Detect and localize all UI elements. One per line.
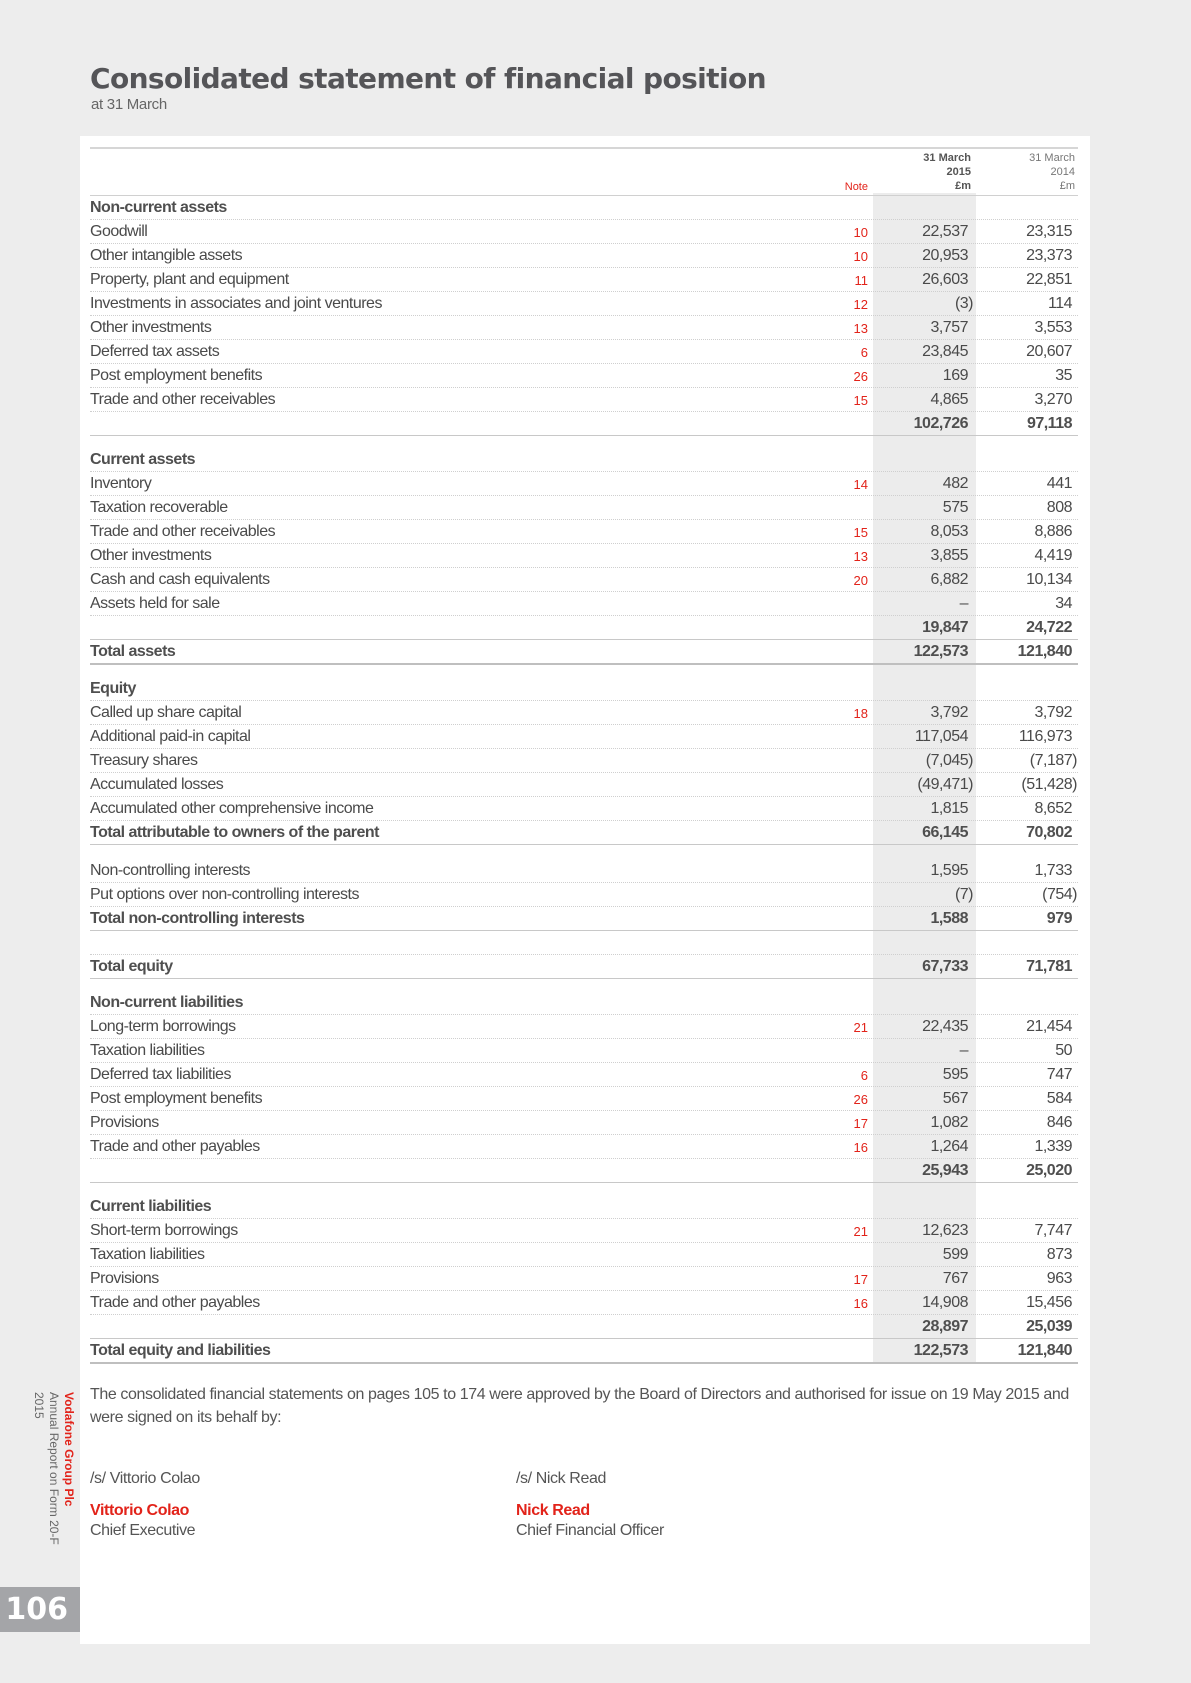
note-ref: 10 [853, 249, 868, 264]
row-label: Inventory [90, 475, 152, 492]
row-label: Investments in associates and joint ventures [90, 295, 382, 312]
row-label: Additional paid-in capital [90, 728, 251, 745]
header-2015-line3: £m [955, 180, 971, 192]
table-row [90, 1087, 1078, 1111]
row-label: Goodwill [90, 223, 148, 240]
table-row [90, 1243, 1078, 1267]
total-nci-row [90, 907, 1078, 931]
note-ref: 12 [853, 297, 868, 312]
signatory-name: Vittorio Colao [90, 1502, 189, 1519]
value-2014: 50 [1055, 1042, 1072, 1059]
row-label: Trade and other receivables [90, 523, 276, 540]
value-2015: 595 [942, 1066, 968, 1083]
note-ref: 16 [853, 1296, 868, 1311]
value-2014: 4,419 [1034, 547, 1072, 564]
header-2014-line1: 31 March [1029, 152, 1075, 164]
header-2014-line3: £m [1059, 180, 1075, 192]
header-2015-line2: 2015 [946, 166, 971, 178]
section-label: Non-current assets [90, 199, 227, 216]
value-2014: 3,270 [1034, 391, 1072, 408]
value-2015: 1,595 [930, 862, 968, 879]
subtotal-row [90, 412, 1078, 436]
value-2014: 22,851 [1026, 271, 1072, 288]
row-label: Other investments [90, 319, 212, 336]
value-2015: 22,537 [922, 223, 968, 240]
table-row [90, 1291, 1078, 1315]
total-2015: 122,573 [913, 643, 968, 660]
empty-row [90, 931, 1078, 955]
value-2015: – [959, 1042, 968, 1059]
value-2015: 23,845 [922, 343, 968, 360]
subtotal-row [90, 616, 1078, 640]
note-ref: 21 [853, 1020, 868, 1035]
note-ref: 11 [854, 273, 868, 288]
section-heading [90, 196, 1078, 220]
note-ref: 6 [860, 345, 868, 360]
value-2015: 20,953 [922, 247, 968, 264]
note-ref: 13 [853, 549, 868, 564]
value-2014: 23,315 [1026, 223, 1072, 240]
subtotal-2015: 25,943 [922, 1162, 968, 1179]
value-2015: 26,603 [922, 271, 968, 288]
row-label: Non-controlling interests [90, 862, 251, 879]
table-row [90, 701, 1078, 725]
value-2014: 116,973 [1018, 728, 1072, 745]
row-label: Post employment benefits [90, 1090, 263, 1107]
report-name: Annual Report on Form 20-F 2015 [32, 1392, 61, 1545]
total-2014: 71,781 [1026, 958, 1072, 975]
table-row [90, 364, 1078, 388]
subtotal-2014: 97,118 [1026, 415, 1072, 432]
value-2015: 1,082 [930, 1114, 968, 1131]
row-label: Total attributable to owners of the parent [90, 824, 379, 841]
table-row [90, 883, 1078, 907]
subtotal-row [90, 1159, 1078, 1183]
signatory-role: Chief Financial Officer [516, 1522, 664, 1539]
side-running-header [32, 1392, 76, 1568]
row-label: Taxation liabilities [90, 1042, 205, 1059]
value-2015: 6,882 [930, 571, 968, 588]
page-subtitle: at 31 March [91, 96, 167, 113]
value-2015: 567 [942, 1090, 968, 1107]
table-row [90, 859, 1078, 883]
signature: /s/ Vittorio Colao [90, 1470, 200, 1487]
row-label: Short-term borrowings [90, 1222, 238, 1239]
total-2015: 1,588 [930, 910, 968, 927]
value-2014: 34 [1055, 595, 1072, 612]
table-row [90, 1219, 1078, 1243]
row-label: Trade and other receivables [90, 391, 276, 408]
row-label: Called up share capital [90, 704, 242, 721]
row-label: Other intangible assets [90, 247, 243, 264]
value-2015: 14,908 [922, 1294, 968, 1311]
row-label: Post employment benefits [90, 367, 263, 384]
table-row [90, 1135, 1078, 1159]
value-2014: 114 [1047, 295, 1072, 312]
signature: /s/ Nick Read [516, 1470, 606, 1487]
table-row [90, 1039, 1078, 1063]
subtotal-2014: 25,039 [1026, 1318, 1072, 1335]
value-2015: 8,053 [930, 523, 968, 540]
total-assets-row [90, 640, 1078, 665]
subtotal-2015: 102,726 [913, 415, 968, 432]
note-ref: 17 [853, 1272, 868, 1287]
note-ref: 10 [853, 225, 868, 240]
row-label: Cash and cash equivalents [90, 571, 270, 588]
value-2014: 20,607 [1026, 343, 1072, 360]
value-2014: (7,187) [1029, 752, 1077, 769]
note-ref: 17 [853, 1116, 868, 1131]
row-label: Total non-controlling interests [90, 910, 305, 927]
value-2014: 3,792 [1034, 704, 1072, 721]
section-heading [90, 677, 1078, 701]
value-2015: 3,757 [930, 319, 968, 336]
row-label: Taxation liabilities [90, 1246, 205, 1263]
row-label: Provisions [90, 1114, 159, 1131]
value-2014: 15,456 [1026, 1294, 1072, 1311]
table-row [90, 520, 1078, 544]
value-2015: 12,623 [922, 1222, 968, 1239]
table-row [90, 496, 1078, 520]
total-2015: 67,733 [922, 958, 968, 975]
table-row [90, 568, 1078, 592]
value-2014: 21,454 [1026, 1018, 1072, 1035]
note-ref: 26 [853, 1092, 868, 1107]
value-2015: 767 [942, 1270, 968, 1287]
value-2014: 584 [1046, 1090, 1072, 1107]
row-label: Taxation recoverable [90, 499, 228, 516]
header-2014-line2: 2014 [1050, 166, 1075, 178]
note-ref: 6 [860, 1068, 868, 1083]
value-2014: 441 [1046, 475, 1072, 492]
subtotal-row [90, 1315, 1078, 1339]
value-2015: 1,815 [930, 800, 968, 817]
subtotal-2015: 28,897 [922, 1318, 968, 1335]
value-2015: 3,855 [930, 547, 968, 564]
note-ref: 20 [853, 573, 868, 588]
row-label: Treasury shares [90, 752, 198, 769]
value-2015: 4,865 [930, 391, 968, 408]
value-2014: 10,134 [1026, 571, 1072, 588]
note-ref: 15 [853, 393, 868, 408]
table-row [90, 749, 1078, 773]
section-heading [90, 991, 1078, 1015]
value-2014: (754) [1042, 886, 1077, 903]
section-label: Equity [90, 680, 136, 697]
column-header-2014 [1029, 151, 1075, 193]
total-2014: 121,840 [1017, 643, 1072, 660]
note-column-header: Note [844, 181, 868, 193]
row-label: Provisions [90, 1270, 159, 1287]
table-row [90, 773, 1078, 797]
row-label: Long-term borrowings [90, 1018, 236, 1035]
row-label: Assets held for sale [90, 595, 220, 612]
table-row [90, 797, 1078, 821]
section-heading [90, 448, 1078, 472]
row-label: Accumulated losses [90, 776, 224, 793]
table-row [90, 244, 1078, 268]
row-label: Total equity and liabilities [90, 1342, 271, 1359]
signatory-name: Nick Read [516, 1502, 590, 1519]
table-row [90, 1015, 1078, 1039]
value-2015: – [959, 595, 968, 612]
note-ref: 26 [853, 369, 868, 384]
signature-block-ceo [90, 1470, 200, 1540]
table-row [90, 220, 1078, 244]
table-row [90, 725, 1078, 749]
row-label: Trade and other payables [90, 1294, 260, 1311]
total-2015: 66,145 [922, 824, 968, 841]
subtotal-2014: 24,722 [1026, 619, 1072, 636]
value-2015: 169 [942, 367, 968, 384]
value-2015: 482 [942, 475, 968, 492]
table-row [90, 592, 1078, 616]
table-row [90, 1267, 1078, 1291]
table-row [90, 388, 1078, 412]
table-row [90, 472, 1078, 496]
section-label: Current liabilities [90, 1198, 212, 1215]
value-2015: (7,045) [925, 752, 973, 769]
page-title: Consolidated statement of financial position [90, 62, 766, 95]
note-ref: 13 [853, 321, 868, 336]
header-2015-line1: 31 March [923, 152, 971, 164]
total-2014: 70,802 [1026, 824, 1072, 841]
value-2014: 1,339 [1034, 1138, 1072, 1155]
row-label: Trade and other payables [90, 1138, 260, 1155]
note-ref: 18 [853, 706, 868, 721]
table-row [90, 268, 1078, 292]
row-label: Property, plant and equipment [90, 271, 289, 288]
table-row [90, 292, 1078, 316]
section-label: Current assets [90, 451, 196, 468]
value-2014: 1,733 [1034, 862, 1072, 879]
section-heading [90, 1195, 1078, 1219]
row-label: Accumulated other comprehensive income [90, 800, 374, 817]
value-2014: 8,886 [1034, 523, 1072, 540]
row-label: Put options over non-controlling interests [90, 886, 359, 903]
column-header-2015 [923, 151, 971, 193]
subtotal-2014: 25,020 [1026, 1162, 1072, 1179]
value-2015: 117,054 [914, 728, 968, 745]
value-2014: 846 [1046, 1114, 1072, 1131]
page-number-text: 106 [5, 1592, 68, 1627]
table-row [90, 1111, 1078, 1135]
row-label: Total assets [90, 643, 176, 660]
total-parent-row [90, 821, 1078, 845]
value-2014: 7,747 [1034, 1222, 1072, 1239]
row-label: Deferred tax liabilities [90, 1066, 231, 1083]
value-2014: 3,553 [1034, 319, 1072, 336]
value-2015: 575 [942, 499, 968, 516]
total-2015: 122,573 [913, 1342, 968, 1359]
company-name: Vodafone Group Plc [62, 1392, 76, 1507]
total-equity-liabilities-row [90, 1339, 1078, 1364]
value-2014: 8,652 [1034, 800, 1072, 817]
value-2015: 22,435 [922, 1018, 968, 1035]
value-2014: 35 [1055, 367, 1072, 384]
value-2015: 1,264 [930, 1138, 968, 1155]
total-2014: 979 [1046, 910, 1072, 927]
value-2014: (51,428) [1021, 776, 1077, 793]
value-2014: 23,373 [1026, 247, 1072, 264]
value-2015: (3) [954, 295, 973, 312]
signature-block-cfo [516, 1470, 664, 1540]
note-ref: 14 [853, 477, 868, 492]
note-ref: 15 [853, 525, 868, 540]
total-equity-row [90, 955, 1078, 979]
financial-position-table [90, 147, 1078, 1364]
value-2015: (7) [954, 886, 973, 903]
table-row [90, 316, 1078, 340]
approval-statement: The consolidated financial statements on pages 105 to 174 were approved by the Board of Directors and authorised for issue on 19 May 2015 and were signed on its behalf by: [90, 1386, 1069, 1426]
value-2014: 808 [1046, 499, 1072, 516]
row-label: Deferred tax assets [90, 343, 220, 360]
table-row [90, 1063, 1078, 1087]
table-header [90, 147, 1078, 196]
signatory-role: Chief Executive [90, 1522, 196, 1539]
value-2015: 3,792 [930, 704, 968, 721]
total-2014: 121,840 [1017, 1342, 1072, 1359]
value-2015: (49,471) [917, 776, 973, 793]
note-ref: 21 [853, 1224, 868, 1239]
table-row [90, 340, 1078, 364]
table-row [90, 544, 1078, 568]
value-2015: 599 [942, 1246, 968, 1263]
value-2014: 963 [1046, 1270, 1072, 1287]
note-ref: 16 [853, 1140, 868, 1155]
row-label: Total equity [90, 958, 173, 975]
page-number [0, 1587, 80, 1632]
section-label: Non-current liabilities [90, 994, 243, 1011]
subtotal-2015: 19,847 [922, 619, 968, 636]
row-label: Other investments [90, 547, 212, 564]
value-2014: 873 [1046, 1246, 1072, 1263]
value-2014: 747 [1046, 1066, 1072, 1083]
